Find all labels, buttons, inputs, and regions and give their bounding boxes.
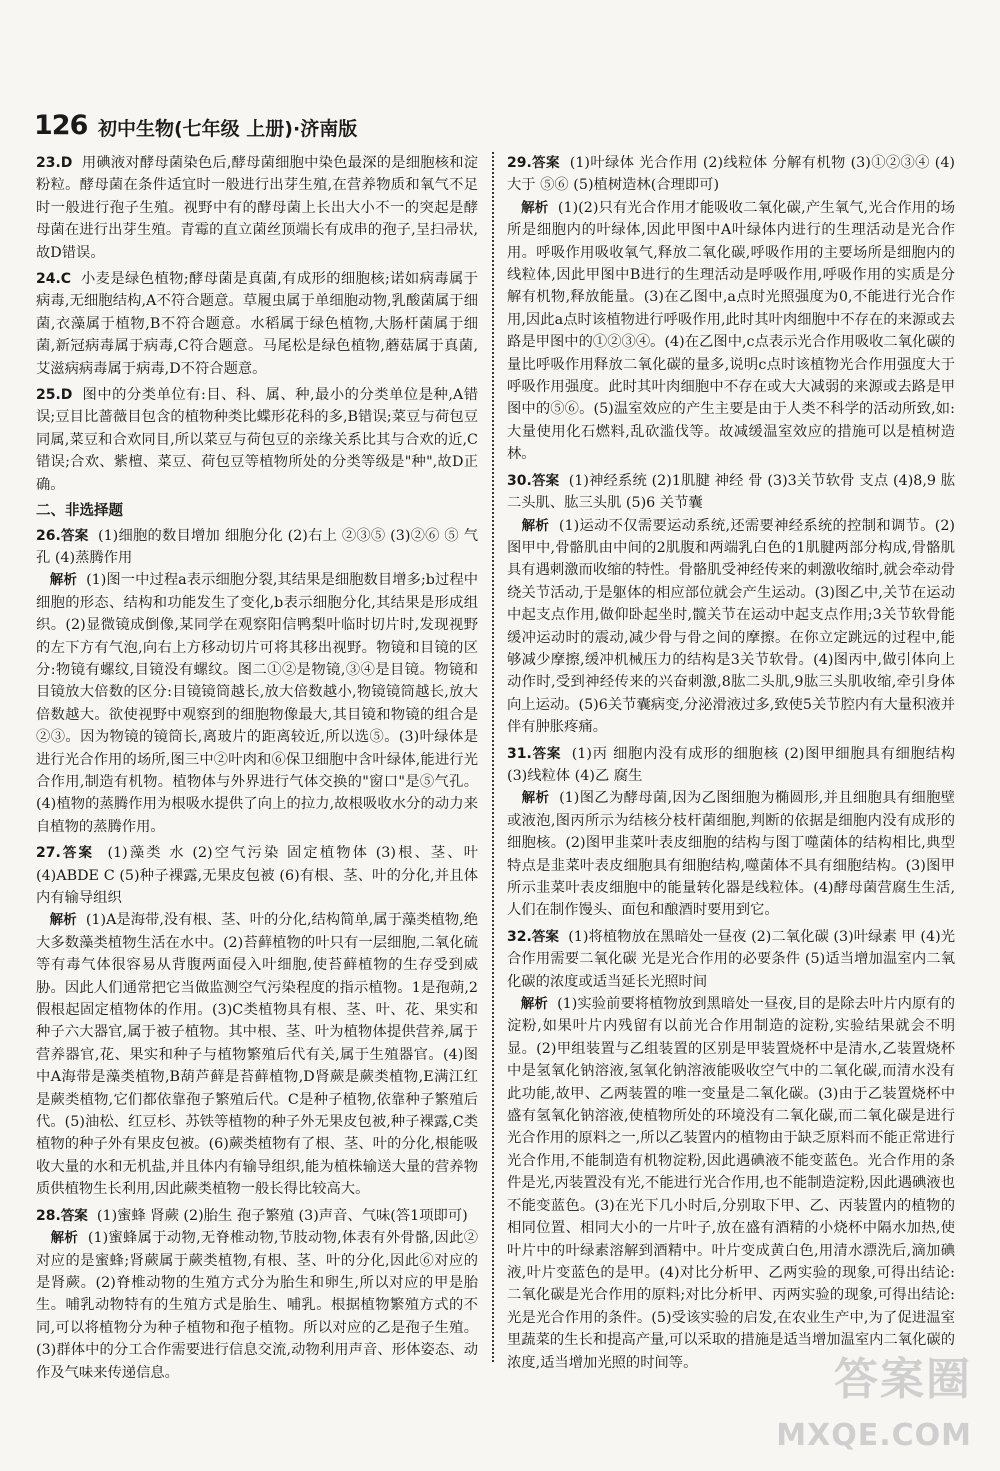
question-26 xyxy=(36,525,478,839)
answer-label: 答案 xyxy=(60,527,89,544)
question-number: 30. xyxy=(507,472,532,489)
answer-text: (1)细胞的数目增加 细胞分化 (2)右上 ②③⑤ (3)②⑥ ⑤ 气孔 (4)蒸腾作用 xyxy=(36,527,479,566)
question-number: 27. xyxy=(36,845,61,862)
analysis-label: 解析 xyxy=(49,912,77,929)
page-header xyxy=(34,110,964,150)
answer-label: 答案 xyxy=(531,472,560,489)
answer-label: 答案 xyxy=(531,928,559,945)
question-number: 26. xyxy=(36,527,61,544)
question-23 xyxy=(36,152,478,264)
answer-text: (1)将植物放在黑暗处一昼夜 (2)二氧化碳 (3)叶绿素 甲 (4)光合作用需要二氧化碳 光是光合作用的必要条件 (5)适当增加温室内二氧化碳的浓度或适当延长光照时间 xyxy=(507,928,955,990)
question-32 xyxy=(507,926,955,1374)
analysis-label: 解析 xyxy=(521,199,549,216)
answer-label: 答案 xyxy=(531,155,560,171)
question-number: 24.C xyxy=(36,271,72,288)
question-30 xyxy=(507,470,955,739)
analysis-label: 解析 xyxy=(521,790,550,807)
question-24 xyxy=(36,268,478,380)
question-explanation: 图中的分类单位有:目、科、属、种,最小的分类单位是种,A错误;豆目比蔷薇目包含的植物种类比蝶形花科的多,B错误;菜豆与荷包豆同属,菜豆和合欢同目,所以菜豆与荷包豆的亲缘关系比其与合欢的近,C错误;合欢、紫檀、菜豆、荷包豆等植物所处的分类等级是"种",故D正确。 xyxy=(36,387,479,493)
column-divider xyxy=(492,152,494,1362)
answer-label: 答案 xyxy=(531,745,562,762)
analysis-text: (1)运动不仅需要运动系统,还需要神经系统的控制和调节。(2)图甲中,骨骼肌由中间的2肌腹和两端乳白色的1肌腱两部分构成,骨骼肌具有遇刺激而收缩的特性。骨骼肌受神经传来的刺激收缩时,就会牵动骨绕关节活动,于是躯体的相应部位就会产生运动。(3)图乙中,关节在运动中起支点作用,做仰卧起坐时,髋关节在运动中起支点作用;3关节软骨能缓冲运动时的震动,减少骨与骨之间的摩擦。在你立定跳远的过程中,能够减少摩擦,缓冲机械压力的结构是3关节软骨。(4)图丙中,做引体向上动作时,受到神经传来的兴奋刺激,8肱二头肌,9肱三头肌收缩,牵引身体向上运动。(5)6关节囊病变,分泌滑液过多,致使5关节腔内有大量积液并伴有肿胀疼痛。 xyxy=(507,517,956,736)
analysis-text: (1)蜜蜂属于动物,无脊椎动物,节肢动物,体表有外骨骼,因此②对应的是蜜蜂;肾蕨属于蕨类植物,有根、茎、叶的分化,因此⑥对应的是肾蕨。(2)脊椎动物的生殖方式分为胎生和卵生,所以对应的甲是胎生。哺乳动物特有的生殖方式是胎生、哺乳。根据植物繁殖方式的不同,可以将植物分为种子植物和孢子植物。所以对应的乙是孢子生殖。(3)群体中的分工合作需要进行信息交流,动物利用声音、形体姿态、动作及气味来传递信息。 xyxy=(36,1230,479,1381)
question-explanation: 用碘液对酵母菌染色后,酵母菌细胞中染色最深的是细胞核和淀粉粒。酵母菌在条件适宜时一般进行出芽生殖,在营养物质和氧气不足时一般进行孢子生殖。视野中有的酵母菌上长出大小不一的突起是酵母菌在进行出芽生殖。青霉的直立菌丝顶端长有成串的孢子,呈扫帚状,故D错误。 xyxy=(36,155,478,261)
analysis-text: (1)图乙为酵母菌,因为乙图细胞为椭圆形,并且细胞具有细胞壁或液泡,图丙所示为结核分枝杆菌细胞,判断的依据是细胞内没有成形的细胞核。(2)图甲韭菜叶表皮细胞的结构与图丁噬菌体的结构相比,典型特点是韭菜叶表皮细胞具有细胞结构,噬菌体不具有细胞结构。(3)图甲所示韭菜叶表皮细胞中的能量转化器是线粒体。(4)酵母菌营腐生生活,人们在制作馒头、面包和酿酒时要用到它。 xyxy=(507,790,956,919)
analysis-label: 解析 xyxy=(50,1230,79,1247)
question-number: 28. xyxy=(36,1207,61,1224)
answer-text: (1)神经系统 (2)1肌腱 神经 骨 (3)3关节软骨 支点 (4)8,9 肱二头肌、肱三头肌 (5)6 关节囊 xyxy=(507,472,956,512)
watermark-logo xyxy=(776,1343,972,1453)
answer-text: (1)藻类 水 (2)空气污染 固定植物体 (3)根、茎、叶 (4)ABDE C (5)种子裸露,无果皮包被 (6)有根、茎、叶的分化,并且体内有输导组织 xyxy=(36,845,479,906)
section-title: 二、非选择题 xyxy=(36,503,123,520)
answer-text: (1)蜜蜂 肾蕨 (2)胎生 孢子繁殖 (3)声音、气味(答1项即可) xyxy=(96,1207,468,1224)
question-27 xyxy=(36,842,478,1201)
analysis-label: 解析 xyxy=(521,517,550,534)
book-title: 初中生物(七年级 上册)·济南版 xyxy=(98,118,358,140)
question-number: 32. xyxy=(507,928,532,945)
question-explanation: 小麦是绿色植物;酵母菌是真菌,有成形的细胞核;诺如病毒属于病毒,无细胞结构,A不符合题意。草履虫属于单细胞动物,乳酸菌属于细菌,衣藻属于植物,B不符合题意。水稻属于绿色植物,大肠杆菌属于细菌,新冠病毒属于病毒,C符合题意。马尾松是绿色植物,蘑菇属于真菌,艾滋病病毒属于病毒,D不符合题意。 xyxy=(36,271,478,377)
answer-label: 答案 xyxy=(60,1207,88,1224)
watermark-text-top: 答案圈 xyxy=(834,1354,972,1405)
question-number: 25.D xyxy=(36,387,73,404)
question-29 xyxy=(507,152,955,466)
analysis-text: (1)A是海带,没有根、茎、叶的分化,结构简单,属于藻类植物,绝大多数藻类植物生活在水中。(2)苔藓植物的叶只有一层细胞,二氧化硫等有毒气体很容易从背腹两面侵入叶细胞,使苔藓植物的生存受到威胁。因此人们通常把它当做监测空气污染程度的指示植物。1是孢蒴,2假根起固定植物体的作用。(3)C类植物具有根、茎、叶、花、果实和种子六大器官,属于被子植物。其中根、茎、叶为植物体提供营养,属于营养器官,花、果实和种子与植物繁殖后代有关,属于生殖器官。(4)图中A海带是藻类植物,B葫芦藓是苔藓植物,D肾蕨是蕨类植物,E满江红是蕨类植物,它们都依靠孢子繁殖后代。C是种子植物,依靠种子繁殖后代。(5)油松、红豆杉、苏铁等植物的种子外无果皮包被,种子裸露,C类植物的种子外有果皮包被。(6)蕨类植物有了根、茎、叶的分化,根能吸收大量的水和无机盐,并且体内有输导组织,能为植株输送大量的营养物质供植物生长利用,因此蕨类植物一般长得比较高大。 xyxy=(36,912,479,1198)
analysis-label: 解析 xyxy=(520,996,548,1013)
question-number: 29. xyxy=(507,155,532,171)
question-number: 31. xyxy=(507,745,532,762)
page-number: 126 xyxy=(34,110,88,141)
question-31 xyxy=(507,743,955,922)
analysis-text: (1)实验前要将植物放到黑暗处一昼夜,目的是除去叶片内原有的淀粉,如果叶片内残留有以前光合作用制造的淀粉,实验结果就会不明显。(2)甲组装置与乙组装置的区别是甲装置烧杯中是清水,乙装置烧杯中是氢氧化钠溶液,氢氧化钠溶液能吸收空气中的二氧化碳,而清水没有此功能,故甲、乙两装置的唯一变量是二氧化碳。(3)由于乙装置烧杯中盛有氢氧化钠溶液,使植物所处的环境没有二氧化碳,而二氧化碳是进行光合作用的原料之一,所以乙装置内的植物由于缺乏原料而不能正常进行光合作用,不能制造有机物淀粉,因此遇碘液不能变蓝色。光合作用的条件是光,丙装置没有光,不能进行光合作用,也不能制造淀粉,因此遇碘液也不能变蓝色。(3)在光下几小时后,分别取下甲、乙、丙装置内的植物的相同位置、相同大小的一片叶子,放在盛有酒精的小烧杯中隔水加热,使叶片中的叶绿素溶解到酒精中。叶片变成黄白色,用清水漂洗后,滴加碘液,叶片变蓝色的是甲。(4)对比分析甲、乙两实验的现象,可得出结论:二氧化碳是光合作用的原料;对比分析甲、丙两实验的现象,可得出结论:光是光合作用的条件。(5)受该实验的启发,在农业生产中,为了促进温室里蔬菜的生长和提高产量,可以采取的措施是适当增加温室内二氧化碳的浓度,适当增加光照的时间等。 xyxy=(507,996,956,1371)
right-column xyxy=(507,152,955,1378)
question-25 xyxy=(36,384,478,496)
answer-text: (1)丙 细胞内没有成形的细胞核 (2)图甲细胞具有细胞结构 (3)线粒体 (4)乙 腐生 xyxy=(507,745,955,784)
question-28 xyxy=(36,1205,478,1384)
left-column xyxy=(36,152,478,1388)
answer-label: 答案 xyxy=(60,845,95,862)
analysis-text: (1)图一中过程a表示细胞分裂,其结果是细胞数目增多;b过程中细胞的形态、结构和功能发生了变化,b表示细胞分化,其结果是形成组织。(2)显微镜成倒像,某同学在观察阳信鸭梨叶临时切片时,发现视野的左下方有气泡,向右上方移动切片可将其移出视野。物镜和目镜的区分:物镜有螺纹,目镜没有螺纹。图二①②是物镜,③④是目镜。物镜和目镜放大倍数的区分:目镜镜筒越长,放大倍数越小,物镜镜筒越长,放大倍数越大。欲使视野中观察到的细胞物像最大,其目镜和物镜的组合是②③。因为物镜的镜筒长,离玻片的距离较近,所以选⑤。(3)叶绿体是进行光合作用的场所,图三中②叶肉和⑥保卫细胞中含叶绿体,能进行光合作用,制造有机物。植物体与外界进行气体交换的"窗口"是⑤气孔。(4)植物的蒸腾作用为根吸水提供了向上的拉力,故根吸收水分的动力来自植物的蒸腾作用。 xyxy=(36,572,478,835)
answer-text: (1)叶绿体 光合作用 (2)线粒体 分解有机物 (3)①②③④ (4)大于 ⑤⑥ (5)植树造林(合理即可) xyxy=(507,155,956,194)
analysis-text: (1)(2)只有光合作用才能吸收二氧化碳,产生氧气,光合作用的场所是细胞内的叶绿体,因此甲图中A叶绿体内进行的生理活动是光合作用。呼吸作用吸收氧气,释放二氧化碳,呼吸作用的主要场所是细胞内的线粒体,因此甲图中B进行的生理活动是呼吸作用,呼吸作用的实质是分解有机物,释放能量。(3)在乙图中,a点时光照强度为0,不能进行光合作用,因此a点时该植物进行呼吸作用,此时其叶肉细胞中不存在的来源或去路是甲图中的①②③④。(4)在乙图中,c点表示光合作用吸收二氧化碳的量比呼吸作用释放二氧化碳的量多,说明c点时该植物光合作用强度大于呼吸作用强度。此时其叶肉细胞中不存在或大大减弱的来源或去路是甲图中的⑤⑥。(5)温室效应的产生主要是由于人类不科学的活动所致,如:大量使用化石燃料,乱砍滥伐等。故减缓温室效应的措施可以是植树造林。 xyxy=(507,199,956,463)
watermark-text-bottom: MXQE.COM xyxy=(776,1418,972,1453)
analysis-label: 解析 xyxy=(49,572,77,589)
question-number: 23.D xyxy=(36,155,73,171)
